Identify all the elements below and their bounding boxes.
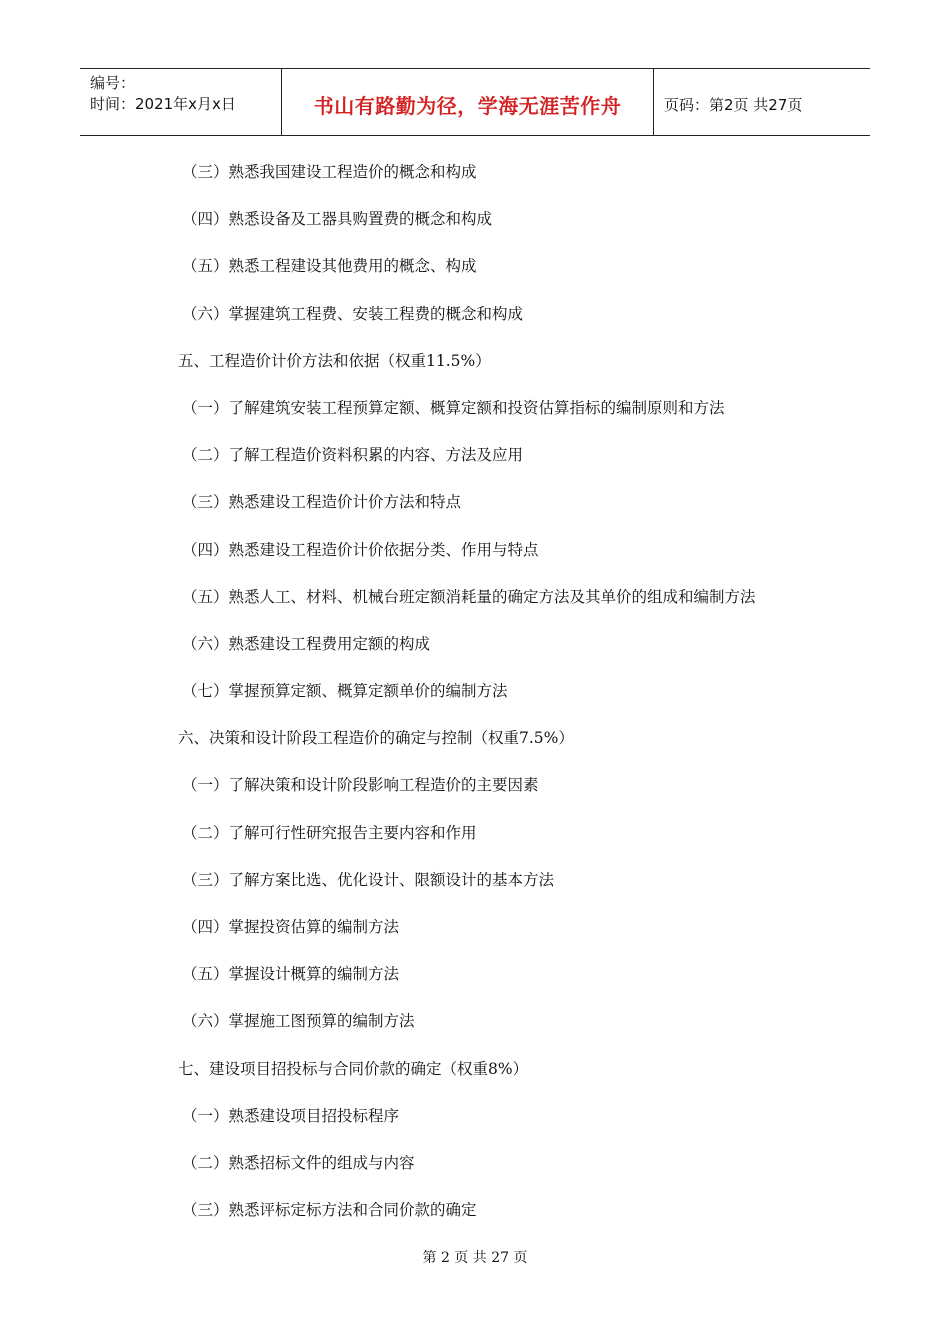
outline-item: （六）熟悉建设工程费用定额的构成 (182, 634, 431, 653)
outline-item: （三）熟悉我国建设工程造价的概念和构成 (182, 163, 477, 181)
section-heading: 七、建设项目招投标与合同价款的确定（权重8%） (178, 1059, 529, 1078)
document-number-label: 编号： (90, 74, 136, 92)
document-body (178, 160, 858, 1245)
outline-item: （四）熟悉建设工程造价计价依据分类、作用与特点 (182, 540, 539, 559)
outline-item: （三）了解方案比选、优化设计、限额设计的基本方法 (182, 870, 555, 889)
section-heading: 六、决策和设计阶段工程造价的确定与控制（权重7.5%） (178, 729, 574, 748)
outline-item: （三）熟悉评标定标方法和合同价款的确定 (182, 1201, 477, 1220)
outline-item: （一）熟悉建设项目招投标程序 (182, 1106, 400, 1125)
header-motto: 书山有路勤为径，学海无涯苦作舟 (313, 93, 622, 118)
outline-item: （四）熟悉设备及工器具购置费的概念和构成 (182, 210, 493, 229)
outline-item: （七）掌握预算定额、概算定额单价的编制方法 (182, 682, 508, 701)
page-header (80, 68, 870, 136)
outline-item: （五）掌握设计概算的编制方法 (182, 965, 400, 984)
outline-item: （四）掌握投资估算的编制方法 (182, 918, 400, 936)
outline-item: （二）了解可行性研究报告主要内容和作用 (182, 823, 477, 842)
outline-item: （二）熟悉招标文件的组成与内容 (182, 1153, 415, 1172)
page-footer (0, 1247, 950, 1267)
document-time-label: 时间：2021年x月x日 (90, 95, 236, 113)
header-page-number: 页码：第2页 共27页 (664, 95, 803, 114)
header-page-cell (654, 69, 870, 135)
outline-item: （二）了解工程造价资料积累的内容、方法及应用 (182, 446, 524, 465)
section-heading: 五、工程造价计价方法和依据（权重11.5%） (178, 351, 491, 370)
outline-item: （六）掌握施工图预算的编制方法 (182, 1012, 415, 1031)
outline-item: （六）掌握建筑工程费、安装工程费的概念和构成 (182, 304, 524, 323)
outline-item: （一）了解决策和设计阶段影响工程造价的主要因素 (182, 776, 539, 795)
footer-page-number: 第 2 页 共 27 页 (422, 1250, 528, 1266)
outline-item: （一）了解建筑安装工程预算定额、概算定额和投资估算指标的编制原则和方法 (182, 398, 725, 417)
outline-item: （三）熟悉建设工程造价计价方法和特点 (182, 493, 462, 512)
header-motto-cell (282, 69, 654, 135)
outline-item: （五）熟悉工程建设其他费用的概念、构成 (182, 257, 477, 276)
outline-item: （五）熟悉人工、材料、机械台班定额消耗量的确定方法及其单价的组成和编制方法 (182, 587, 756, 606)
header-meta-cell (80, 69, 282, 135)
